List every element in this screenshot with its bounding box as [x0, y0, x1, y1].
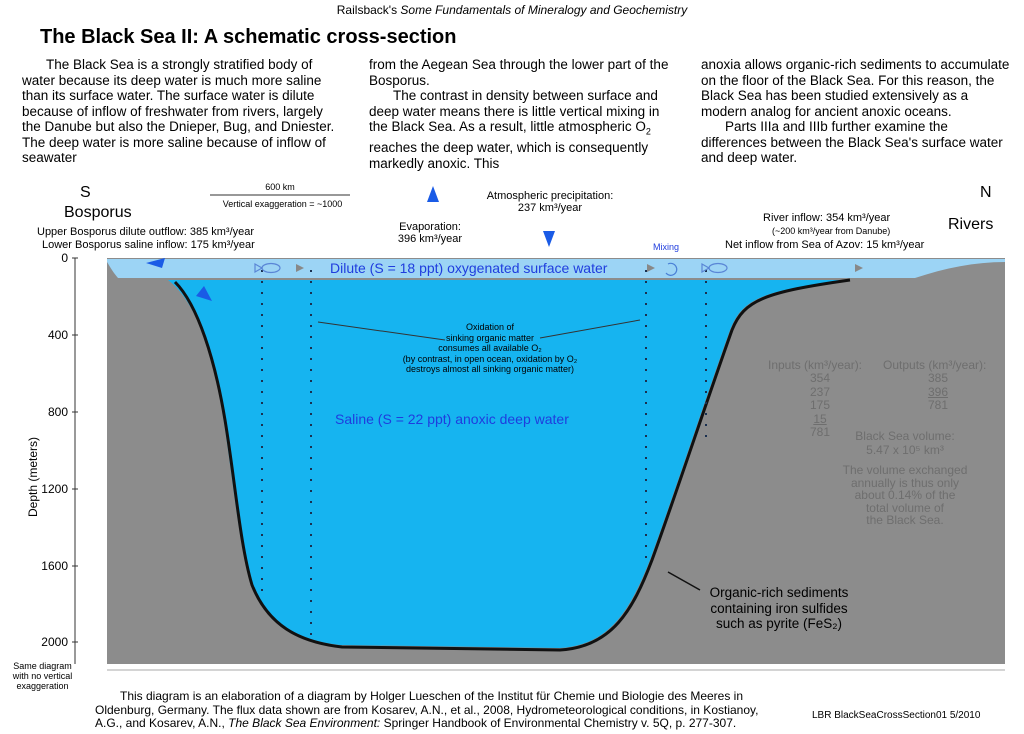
y-tick-label: 0: [61, 251, 68, 265]
lower-inflow-label: Lower Bosporus saline inflow: 175 km³/year: [42, 239, 255, 251]
sediments-label: Organic-rich sediments containing iron sulfides such as pyrite (FeS₂): [709, 585, 849, 631]
y-axis-label: Depth (meters): [26, 436, 40, 518]
scale-length: 600 km: [265, 182, 295, 192]
evaporation-label: Evaporation: 396 km³/year: [397, 221, 463, 245]
header-citation: Railsback's Some Fundamentals of Mineralogy and Geochemistry: [336, 3, 688, 17]
south-name: Bosporus: [64, 204, 132, 221]
inputs-list: 354 237 175 15 781: [809, 371, 831, 439]
y-tick-label: 2000: [41, 635, 68, 649]
south-letter: S: [80, 184, 91, 201]
surface-water-label: Dilute (S = 18 ppt) oxygenated surface water: [330, 260, 608, 276]
north-letter: N: [980, 184, 992, 201]
exchange-note: The volume exchanged annually is thus only about 0.14% of the total volume of the Black Sea.: [842, 463, 968, 527]
deep-water-label: Saline (S = 22 ppt) anoxic deep water: [335, 411, 569, 427]
danube-note: (~200 km³/year from Danube): [772, 226, 891, 236]
river-inflow-label: River inflow: 354 km³/year: [763, 212, 891, 224]
north-name: Rivers: [948, 216, 994, 233]
y-tick-label: 800: [47, 405, 68, 419]
outputs-list: 385 396 781: [927, 371, 949, 412]
precipitation-label: Atmospheric precipitation: 237 km³/year: [486, 190, 614, 214]
intro-column-3: anoxia allows organic-rich sediments to accumulate on the floor of the Black Sea. For this reason, the Black Sea has been studied extensively as a modern analog for ancient anoxic oceans. Parts IIIa and IIIb further examine the differences between the Black Sea's surface water and deep water.: [701, 57, 1010, 165]
oxidation-note: Oxidation of sinking organic matter consumes all available O₂ (by contrast, in open ocean, oxidation by O₂ destroys almost all sinking organic matter): [402, 322, 578, 374]
outputs-header: Outputs (km³/year):: [883, 358, 987, 372]
no-exaggeration-note: Same diagram with no vertical exaggeration: [12, 661, 73, 691]
intro-column-1: The Black Sea is a strongly stratified body of water because its deep water is much more saline than its surface water. The surface water is dilute because of inflow of freshwater from rivers, largely the Danube but also the Dnieper, Bug, and Dniester. The deep water is more saline because of inflow of seawater: [22, 57, 335, 165]
intro-column-2: from the Aegean Sea through the lower part of the Bosporus. The contrast in density between surface and deep water means there is little vertical mixing in the Black Sea. As a result, little atmospheric $O_2$ reaches the deep water, which is consequently markedly anoxic. This: [369, 57, 669, 171]
y-tick-label: 1200: [41, 482, 68, 496]
inputs-header: Inputs (km³/year):: [768, 358, 863, 372]
precipitation-arrow-icon: [543, 231, 555, 247]
azov-inflow-label: Net inflow from Sea of Azov: 15 km³/year: [725, 239, 925, 251]
evaporation-arrow-icon: [427, 186, 439, 202]
scale-exaggeration: Vertical exaggeration = ~1000: [222, 199, 343, 209]
volume-note: Black Sea volume: 5.47 x 10⁵ km³: [855, 429, 955, 457]
upper-outflow-label: Upper Bosporus dilute outflow: 385 km³/year: [37, 226, 255, 238]
footer-code: LBR BlackSeaCrossSection01 5/2010: [812, 710, 981, 721]
mixing-label: Mixing: [653, 242, 680, 252]
page-title: The Black Sea II: A schematic cross-section: [40, 26, 457, 48]
y-tick-label: 1600: [41, 559, 68, 573]
y-tick-label: 400: [47, 328, 68, 342]
footer-credit: This diagram is an elaboration of a diagram by Holger Lueschen of the Institut für Chemie und Biologie des Meeres in Oldenburg, Germany. The flux data shown are from Kosarev, A.N., et al., 2008, Hydrometeorological conditions, in Kostianoy, A.G., and Kosarev, A.N., The Black Sea Environment: Springer Handbook of Environmental Chemistry v. 5Q, p. 277-307.: [95, 689, 759, 730]
